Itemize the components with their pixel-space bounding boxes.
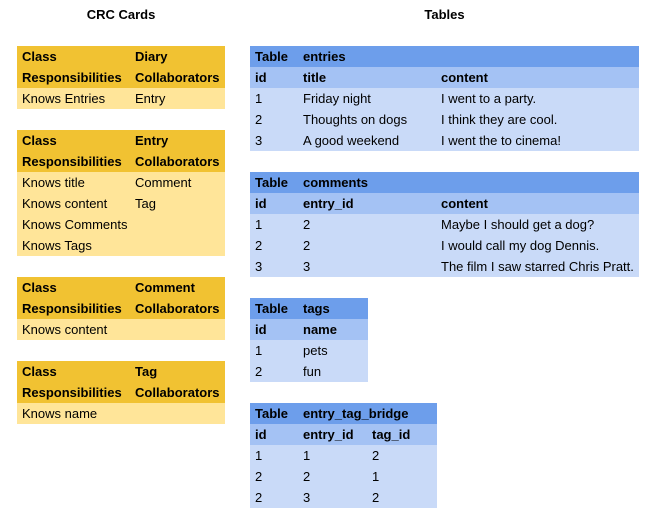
table-cell: The film I saw starred Chris Pratt. — [436, 256, 639, 277]
table-row — [250, 256, 639, 277]
class-name: Tag — [130, 361, 225, 382]
responsibilities-label: Responsibilities — [17, 151, 130, 172]
table-cell: 2 — [367, 487, 437, 508]
table-row — [250, 340, 368, 361]
crc-header-row — [17, 382, 225, 403]
crc-card-comment — [17, 277, 225, 340]
column-header: entry_id — [298, 193, 436, 214]
crc-header-row — [17, 298, 225, 319]
collaborators-label: Collaborators — [130, 298, 225, 319]
crc-row — [17, 403, 225, 424]
responsibility: Knows name — [17, 403, 130, 424]
crc-row — [17, 193, 225, 214]
table-row — [250, 130, 639, 151]
table-cell: 2 — [250, 361, 298, 382]
responsibilities-label: Responsibilities — [17, 382, 130, 403]
table-cell: Thoughts on dogs — [298, 109, 436, 130]
column-header: id — [250, 67, 298, 88]
class-name: Diary — [130, 46, 225, 67]
table-cell: 2 — [250, 487, 298, 508]
column-header: id — [250, 193, 298, 214]
table-cell: I would call my dog Dennis. — [436, 235, 639, 256]
collaborator: Tag — [130, 193, 225, 214]
responsibility: Knows Tags — [17, 235, 130, 256]
db-table-entries — [250, 46, 639, 151]
table-cell: A good weekend — [298, 130, 436, 151]
crc-header-row — [17, 67, 225, 88]
table-cell: 2 — [298, 235, 436, 256]
class-label: Class — [17, 130, 130, 151]
table-row — [250, 445, 437, 466]
collaborator: Entry — [130, 88, 225, 109]
responsibility: Knows Entries — [17, 88, 130, 109]
table-cell: 2 — [298, 466, 367, 487]
crc-cards-heading: CRC Cards — [86, 7, 156, 22]
crc-class-row — [17, 46, 225, 67]
tables-heading: Tables — [424, 7, 465, 22]
crc-class-row — [17, 277, 225, 298]
table-cell: 3 — [250, 256, 298, 277]
table-title-row — [250, 172, 639, 193]
column-header-row — [250, 424, 437, 445]
class-name: Entry — [130, 130, 225, 151]
db-table-entry-tag-bridge — [250, 403, 437, 508]
table-cell: 1 — [250, 445, 298, 466]
column-header: content — [436, 67, 639, 88]
column-header-row — [250, 193, 639, 214]
class-name: Comment — [130, 277, 225, 298]
crc-card-diary — [17, 46, 225, 109]
column-header: id — [250, 319, 298, 340]
table-label: Table — [250, 46, 298, 67]
responsibility: Knows content — [17, 319, 130, 340]
responsibility: Knows content — [17, 193, 130, 214]
table-title-row — [250, 403, 437, 424]
crc-card-tag — [17, 361, 225, 424]
table-name: comments — [298, 172, 639, 193]
table-row — [250, 109, 639, 130]
table-cell: pets — [298, 340, 368, 361]
table-cell: I think they are cool. — [436, 109, 639, 130]
table-cell: I went the to cinema! — [436, 130, 639, 151]
table-cell: fun — [298, 361, 368, 382]
crc-row — [17, 88, 225, 109]
crc-row — [17, 172, 225, 193]
crc-class-row — [17, 361, 225, 382]
column-header: entry_id — [298, 424, 367, 445]
responsibility: Knows title — [17, 172, 130, 193]
crc-header-row — [17, 151, 225, 172]
collaborator — [130, 214, 225, 235]
crc-row — [17, 235, 225, 256]
responsibility: Knows Comments — [17, 214, 130, 235]
column-header: id — [250, 424, 298, 445]
table-label: Table — [250, 298, 298, 319]
table-title-row — [250, 46, 639, 67]
collaborator: Comment — [130, 172, 225, 193]
class-label: Class — [17, 361, 130, 382]
table-cell: 1 — [250, 340, 298, 361]
table-row — [250, 487, 437, 508]
collaborator — [130, 403, 225, 424]
table-cell: 3 — [298, 256, 436, 277]
responsibilities-label: Responsibilities — [17, 298, 130, 319]
collaborators-label: Collaborators — [130, 151, 225, 172]
table-cell: 2 — [250, 235, 298, 256]
table-cell: 3 — [250, 130, 298, 151]
table-name: tags — [298, 298, 368, 319]
collaborator — [130, 235, 225, 256]
column-header-row — [250, 319, 368, 340]
table-cell: Friday night — [298, 88, 436, 109]
table-cell: 1 — [298, 445, 367, 466]
collaborators-label: Collaborators — [130, 67, 225, 88]
responsibilities-label: Responsibilities — [17, 67, 130, 88]
collaborator — [130, 319, 225, 340]
table-label: Table — [250, 403, 298, 424]
table-cell: 1 — [367, 466, 437, 487]
table-name: entry_tag_bridge — [298, 403, 437, 424]
table-cell: I went to a party. — [436, 88, 639, 109]
column-header: content — [436, 193, 639, 214]
column-header: title — [298, 67, 436, 88]
table-title-row — [250, 298, 368, 319]
table-row — [250, 466, 437, 487]
table-row — [250, 235, 639, 256]
crc-row — [17, 214, 225, 235]
table-label: Table — [250, 172, 298, 193]
crc-row — [17, 319, 225, 340]
crc-class-row — [17, 130, 225, 151]
db-table-tags — [250, 298, 368, 382]
table-row — [250, 214, 639, 235]
column-header-row — [250, 67, 639, 88]
class-label: Class — [17, 46, 130, 67]
collaborators-label: Collaborators — [130, 382, 225, 403]
table-row — [250, 361, 368, 382]
table-cell: 1 — [250, 88, 298, 109]
class-label: Class — [17, 277, 130, 298]
table-cell: 1 — [250, 214, 298, 235]
table-cell: 2 — [367, 445, 437, 466]
crc-card-entry — [17, 130, 225, 256]
db-table-comments — [250, 172, 639, 277]
table-name: entries — [298, 46, 639, 67]
column-header: name — [298, 319, 368, 340]
table-cell: 2 — [250, 466, 298, 487]
table-row — [250, 88, 639, 109]
column-header: tag_id — [367, 424, 437, 445]
table-cell: 3 — [298, 487, 367, 508]
table-cell: Maybe I should get a dog? — [436, 214, 639, 235]
table-cell: 2 — [298, 214, 436, 235]
table-cell: 2 — [250, 109, 298, 130]
